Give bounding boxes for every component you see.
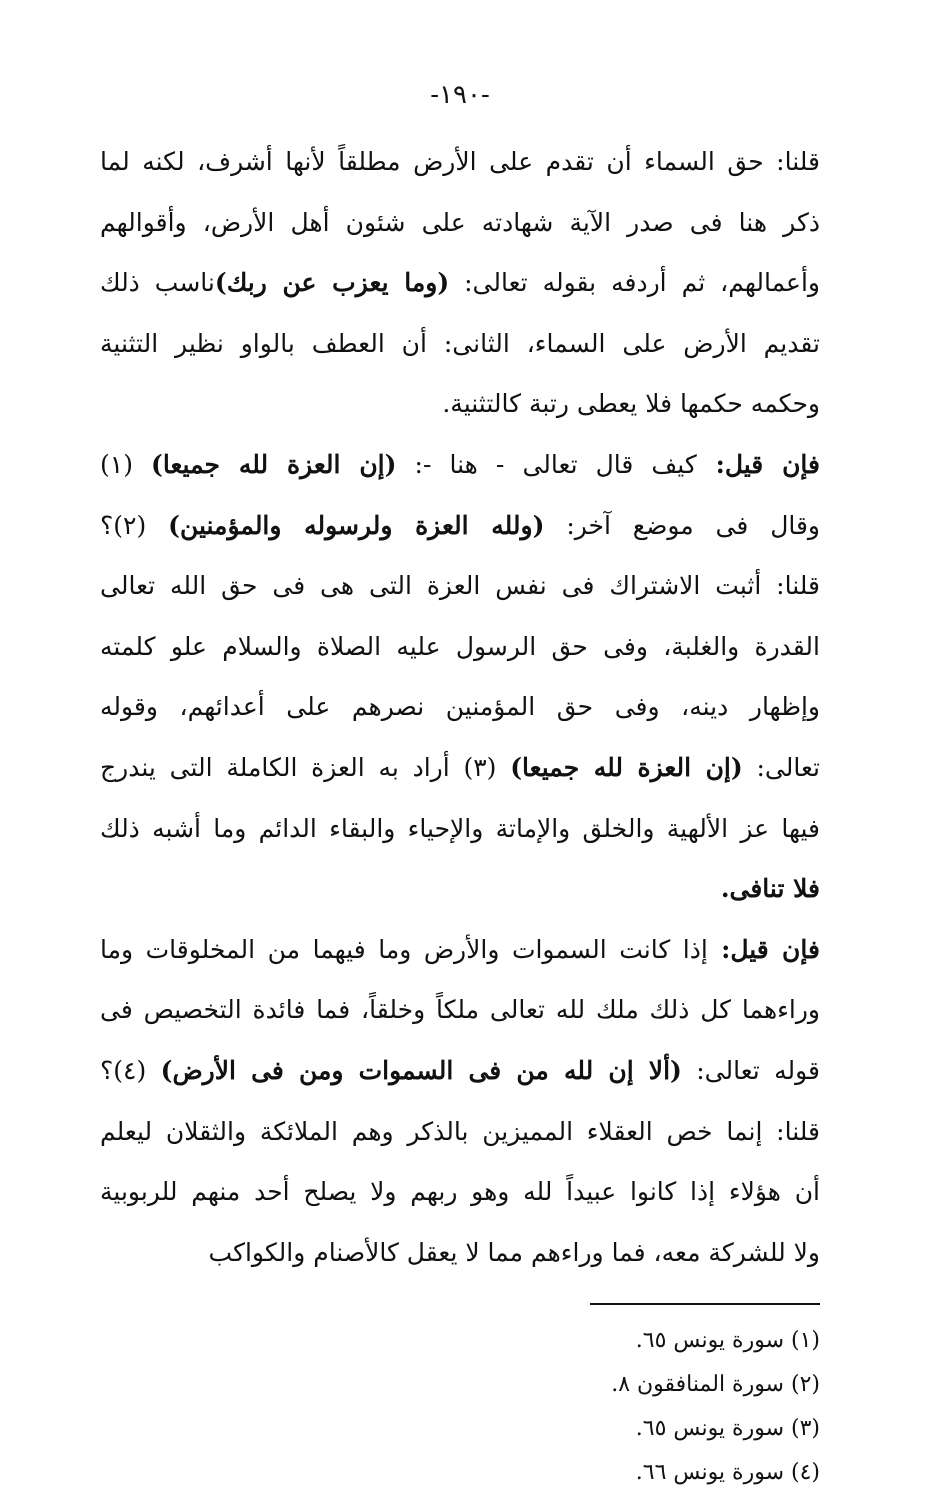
bold-text: (إن العزة لله جميعا) — [510, 752, 743, 782]
footnote: (٢) سورة المنافقون ٨. — [611, 1372, 820, 1398]
text-run: فيها عز الألهية والخلق والإماتة والإحياء والبقاء الدائم وما أشبه ذلك — [100, 813, 820, 843]
bold-text: فلا تنافى. — [720, 874, 820, 904]
bold-text: (ولله العزة ولرسوله والمؤمنين) — [168, 510, 545, 540]
text-line — [100, 1102, 820, 1163]
text-run: القدرة والغلبة، وفى حق الرسول عليه الصلاة والسلام علو كلمته — [100, 631, 820, 661]
text-line — [100, 920, 820, 981]
text-line — [100, 193, 820, 254]
text-run: تعالى: — [742, 752, 820, 782]
book-page — [100, 80, 820, 1486]
text-line — [100, 253, 820, 314]
text-line — [100, 314, 820, 375]
text-run: وحكمه حكمها فلا يعطى رتبة كالتثنية. — [442, 389, 820, 419]
page-number: -١٩٠- — [430, 80, 490, 110]
text-line — [100, 435, 820, 496]
bold-text: (إن العزة لله جميعا) — [151, 449, 397, 479]
text-line — [100, 1162, 820, 1223]
text-run: ولا للشركة معه، فما وراءهم مما لا يعقل كالأصنام والكواكب — [208, 1237, 820, 1267]
text-run: (٤)؟ — [100, 1055, 161, 1085]
footnote: (٣) سورة يونس ٦٥. — [635, 1416, 820, 1442]
text-run: قوله تعالى: — [681, 1055, 820, 1085]
text-run: (١) — [100, 449, 152, 479]
text-run: كل ذلك ملك لله تعالى ملكاً وخلقاً، فما فائدة التخصيص فى — [100, 995, 732, 1025]
body-text — [100, 132, 820, 1283]
text-run: قلنا: أثبت الاشتراك فى نفس العزة التى هى فى حق الله تعالى — [100, 571, 820, 601]
text-run: ذكر هنا فى صدر الآية شهادته على شئون أهل الأرض، وأقوالهم — [100, 207, 820, 237]
text-run: إذا كانت السموات والأرض وما فيهما من المخلوقات وما — [100, 934, 708, 964]
text-line — [100, 374, 820, 435]
text-line — [100, 617, 820, 678]
text-run: وأعمالهم، ثم أردفه بقوله تعالى: — [449, 268, 820, 298]
bold-text: فإن قيل: — [707, 934, 820, 964]
text-line — [100, 738, 820, 799]
text-run: ناسب ذلك — [100, 268, 215, 298]
text-run: (٢)؟ — [100, 510, 169, 540]
text-line — [100, 1223, 820, 1284]
footnotes — [100, 1319, 820, 1495]
text-run: أن هؤلاء إذا كانوا عبيداً لله وهو ربهم ولا يصلح أحد منهم للربوبية — [100, 1177, 820, 1207]
text-run: وقال فى موضع آخر: — [544, 510, 820, 540]
bold-text: فإن قيل: — [696, 449, 820, 479]
text-line — [100, 1041, 820, 1102]
text-run: (٣) أراد به العزة الكاملة التى يندرج — [100, 752, 511, 782]
text-line — [100, 132, 820, 193]
bold-text: (وما يعزب عن ربك) — [214, 268, 450, 298]
footnote: (٤) سورة يونس ٦٦. — [635, 1460, 820, 1486]
text-line — [100, 859, 820, 920]
text-line — [100, 799, 820, 860]
text-line — [100, 677, 820, 738]
text-line — [100, 980, 820, 1041]
footnote-separator — [590, 1303, 820, 1305]
text-run: وإظهار دينه، وفى حق المؤمنين نصرهم على أعدائهم، وقوله — [100, 692, 820, 722]
footnote: (١) سورة يونس ٦٥. — [635, 1328, 820, 1354]
text-run: كيف قال تعالى - هنا -: — [396, 449, 697, 479]
text-run: وراءهما — [731, 995, 820, 1025]
text-run: قلنا: حق السماء أن تقدم على الأرض مطلقاً لأنها أشرف، لكنه لما — [100, 147, 820, 176]
text-line — [100, 556, 820, 617]
text-run: تقديم الأرض على السماء، الثانى: أن العطف بالواو نظير التثنية — [100, 328, 820, 358]
text-line — [100, 496, 820, 557]
text-run: قلنا: إنما خص العقلاء المميزين بالذكر وهم الملائكة والثقلان ليعلم — [100, 1116, 820, 1146]
bold-text: (ألا إن لله من فى السموات ومن فى الأرض) — [160, 1055, 682, 1085]
